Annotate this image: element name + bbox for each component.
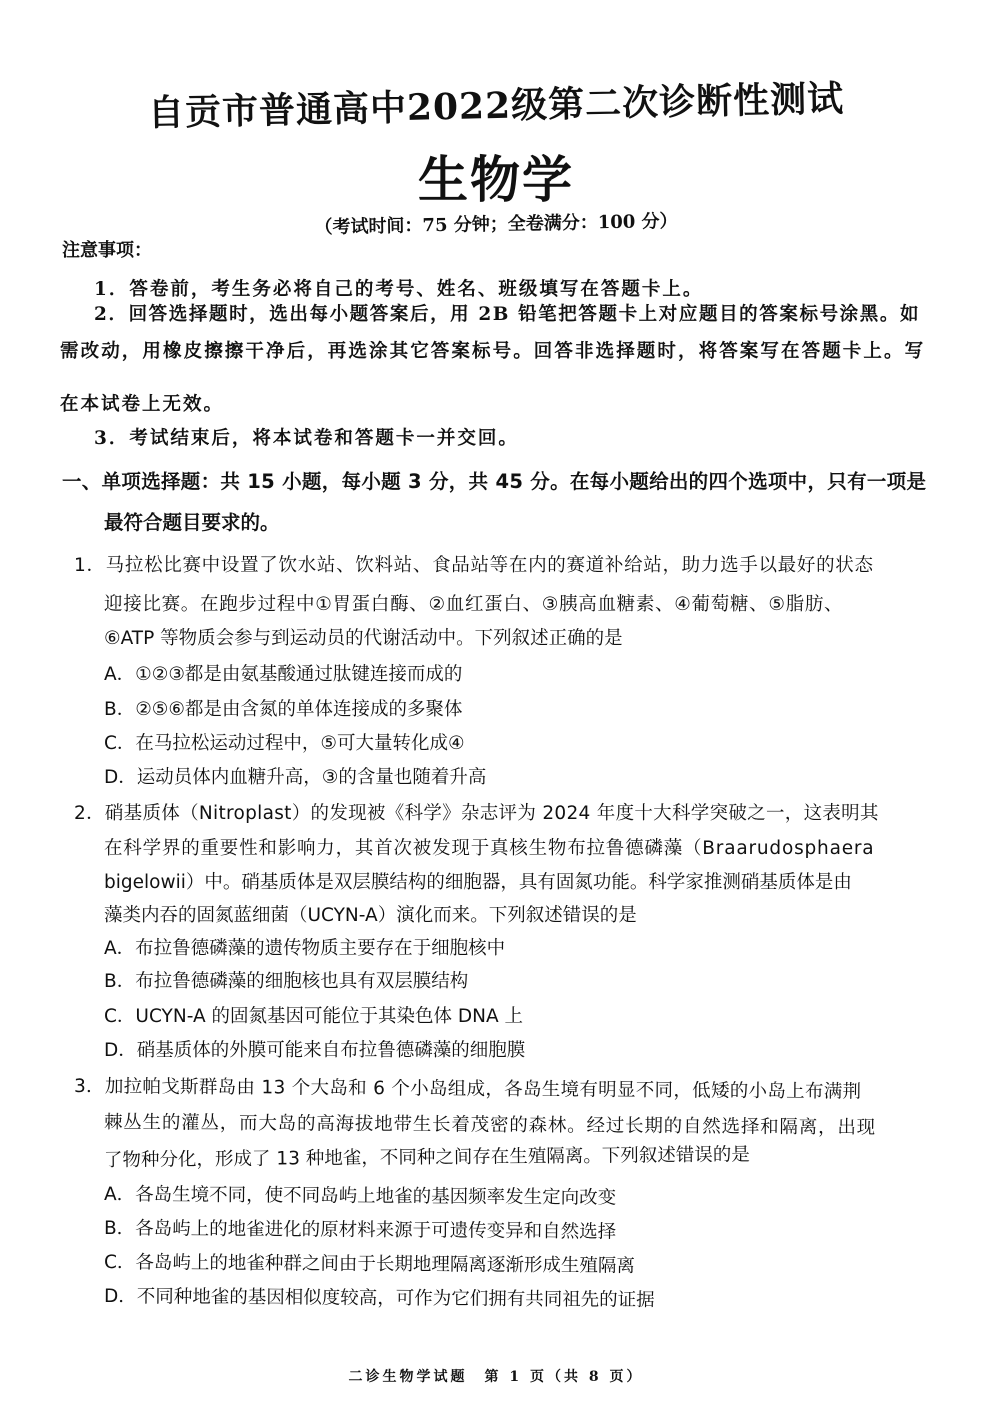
question-1-option-b: B．②⑤⑥都是由含氮的单体连接成的多聚体 <box>104 699 463 720</box>
notice-title: 注意事项： <box>62 240 152 261</box>
question-2-stem-line-2: 在科学界的重要性和影响力，其首次被发现于真核生物布拉鲁德磷藻（Braarudosphaera <box>104 838 875 859</box>
question-1-stem-line-2: 迎接比赛。在跑步过程中①胃蛋白酶、②血红蛋白、③胰高血糖素、④葡萄糖、⑤脂肪、 <box>104 594 844 615</box>
question-3-option-b: B．各岛屿上的地雀进化的原材料来源于可遗传变异和自然选择 <box>103 1218 617 1243</box>
notice-line-2c: 在本试卷上无效。 <box>60 394 225 415</box>
question-2-option-d: D．硝基质体的外膜可能来自布拉鲁德磷藻的细胞膜 <box>104 1040 526 1061</box>
question-3-option-c: C．各岛屿上的地雀种群之间由于长期地理隔离逐渐形成生殖隔离 <box>103 1252 635 1277</box>
question-1-stem-line-1: 1．马拉松比赛中设置了饮水站、饮料站、食品站等在内的赛道补给站，助力选手以最好的状态 <box>74 555 874 576</box>
question-3-option-a: A．各岛生境不同，使不同岛屿上地雀的基因频率发生定向改变 <box>103 1184 617 1209</box>
section-heading-line-1: 一、单项选择题：共 15 小题，每小题 3 分，共 45 分。在每小题给出的四个选项中，只有一项是 <box>62 470 927 493</box>
question-1-stem-line-3: ⑥ATP 等物质会参与到运动员的代谢活动中。下列叙述正确的是 <box>104 628 623 649</box>
exam-info: （考试时间：75 分钟；全卷满分：100 分） <box>314 210 678 239</box>
question-1-option-d: D．运动员体内血糖升高，③的含量也随着升高 <box>104 767 487 788</box>
question-3-option-d: D．不同种地雀的基因相似度较高，可作为它们拥有共同祖先的证据 <box>103 1286 655 1311</box>
notice-line-1: 1．答卷前，考生务必将自己的考号、姓名、班级填写在答题卡上。 <box>94 279 704 300</box>
exam-title: 自贡市普通高中2022级第二次诊断性测试 <box>147 77 845 135</box>
notice-line-2a: 2．回答选择题时，选出每小题答案后，用 2B 铅笔把答题卡上对应题目的答案标号涂黑。如 <box>94 304 921 325</box>
question-2-option-a: A．布拉鲁德磷藻的遗传物质主要存在于细胞核中 <box>104 938 506 959</box>
section-heading-line-2: 最符合题目要求的。 <box>104 511 280 534</box>
question-2-option-c: C．UCYN-A 的固氮基因可能位于其染色体 DNA 上 <box>104 1006 523 1027</box>
notice-line-3: 3．考试结束后，将本试卷和答题卡一并交回。 <box>94 428 519 449</box>
question-2-stem-line-3: bigelowii）中。硝基质体是双层膜结构的细胞器，具有固氮功能。科学家推测硝基质体是由 <box>104 872 852 893</box>
question-2-option-b: B．布拉鲁德磷藻的细胞核也具有双层膜结构 <box>104 971 469 992</box>
question-1-option-c: C．在马拉松运动过程中，⑤可大量转化成④ <box>104 733 465 754</box>
question-1-option-a: A．①②③都是由氨基酸通过肽键连接而成的 <box>104 664 463 685</box>
question-3-stem-line-3: 了物种分化，形成了 13 种地雀，不同种之间存在生殖隔离。下列叙述错误的是 <box>103 1144 750 1171</box>
question-2-stem-line-1: 2．硝基质体（Nitroplast）的发现被《科学》杂志评为 2024 年度十大科学突破之一，这表明其 <box>74 803 879 824</box>
question-3-stem-line-1: 3．加拉帕戈斯群岛由 13 个大岛和 6 个小岛组成，各岛生境有明显不同，低矮的小岛上布满荆 <box>73 1076 862 1103</box>
notice-line-2b: 需改动，用橡皮擦擦干净后，再选涂其它答案标号。回答非选择题时，将答案写在答题卡上。写 <box>60 341 926 362</box>
subject-title: 生物学 <box>418 151 574 209</box>
page-footer: 二诊生物学试题 第 1 页（共 8 页） <box>348 1369 644 1385</box>
question-2-stem-line-4: 藻类内吞的固氮蓝细菌（UCYN-A）演化而来。下列叙述错误的是 <box>104 905 637 926</box>
question-3-stem-line-2: 棘丛生的灌丛，而大岛的高海拔地带生长着茂密的森林。经过长期的自然选择和隔离，出现 <box>103 1112 877 1139</box>
